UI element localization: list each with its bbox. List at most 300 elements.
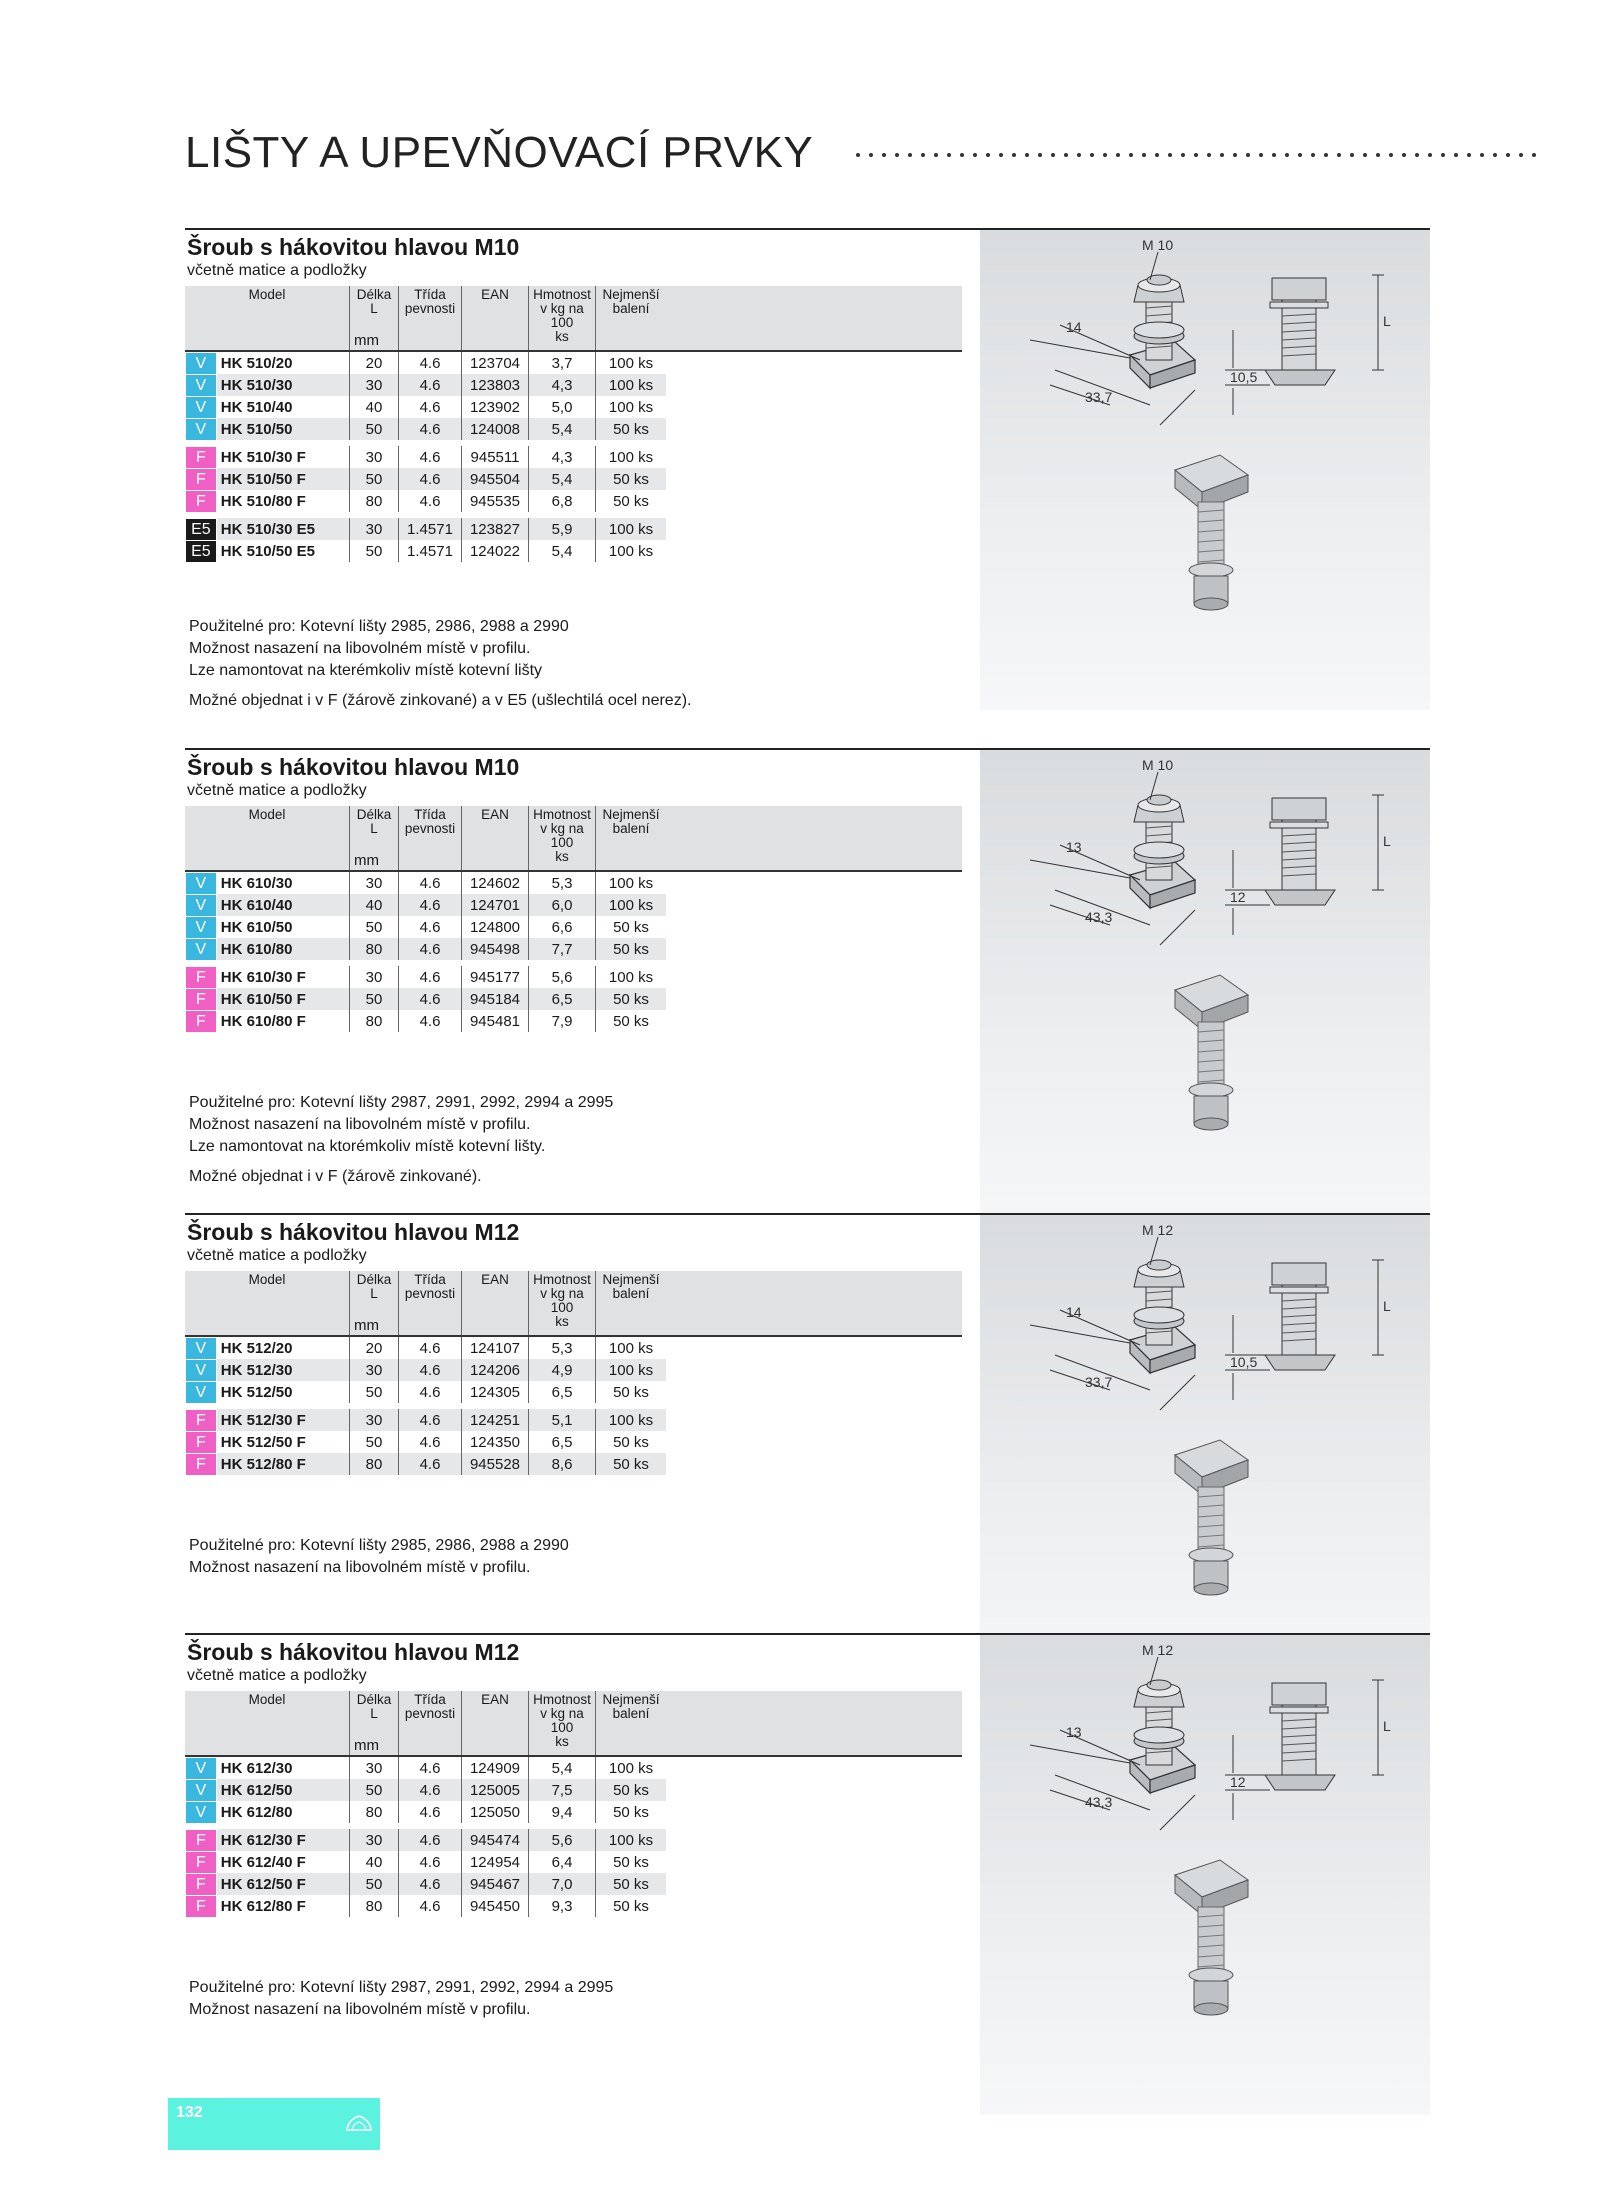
finish-badge: V xyxy=(185,1801,217,1823)
dim-thread-label: M 12 xyxy=(1142,1642,1174,1658)
pack-cell: 50 ks xyxy=(596,1801,667,1823)
length-cell: 80 xyxy=(350,1010,399,1032)
class-cell: 4.6 xyxy=(399,1851,462,1873)
model-cell: HK 610/50 xyxy=(220,918,293,936)
finish-badge: F xyxy=(185,1453,217,1475)
section-title: Šroub s hákovitou hlavou M10 xyxy=(187,234,520,260)
dim-L-label: L xyxy=(1383,833,1391,849)
table-row xyxy=(185,1895,962,1917)
weight-cell: 4,3 xyxy=(529,446,596,468)
finish-badge: F xyxy=(185,988,217,1010)
finish-badge: V xyxy=(185,938,217,960)
pack-cell: 50 ks xyxy=(596,1779,667,1801)
pack-cell: 50 ks xyxy=(596,1851,667,1873)
pack-cell: 100 ks xyxy=(596,518,667,540)
pack-cell: 100 ks xyxy=(596,966,667,988)
class-cell: 4.6 xyxy=(399,1010,462,1032)
bolt-3d-render xyxy=(1175,975,1248,1130)
ean-cell: 124022 xyxy=(462,540,529,562)
weight-cell: 7,7 xyxy=(529,938,596,960)
table-header xyxy=(185,806,962,871)
model-cell: HK 612/50 F xyxy=(217,1873,350,1895)
note-line: Použitelné pro: Kotevní lišty 2987, 2991, 2992, 2994 a 2995 xyxy=(189,1979,614,1996)
finish-badge: F xyxy=(185,1851,217,1873)
header-model: Model xyxy=(185,286,350,351)
pack-cell: 100 ks xyxy=(596,894,667,916)
pack-cell: 100 ks xyxy=(596,1409,667,1431)
weight-cell: 4,9 xyxy=(529,1359,596,1381)
spec-table xyxy=(185,1691,962,1917)
ean-cell: 123827 xyxy=(462,518,529,540)
model-cell: HK 612/80 F xyxy=(220,1897,306,1915)
length-cell: 50 xyxy=(350,540,399,562)
ean-cell: 124800 xyxy=(462,916,529,938)
length-cell: 50 xyxy=(350,418,399,440)
model-cell: HK 612/30 xyxy=(220,1759,293,1777)
table-header xyxy=(185,286,962,351)
note-line: Lze namontovat na ktorémkoliv místě kotevní lišty. xyxy=(189,1138,546,1155)
dim-head-label: 12 xyxy=(1230,889,1246,905)
pack-cell: 100 ks xyxy=(596,396,667,418)
dim-head-label: 12 xyxy=(1230,1774,1246,1790)
length-cell: 30 xyxy=(350,518,399,540)
product-image-panel xyxy=(980,1635,1430,2115)
table-row xyxy=(185,1801,962,1823)
model-cell: HK 510/40 xyxy=(220,398,293,416)
class-cell: 4.6 xyxy=(399,1873,462,1895)
note-line: Lze namontovat na kterémkoliv místě kotevní lišty xyxy=(189,662,543,679)
class-cell: 4.6 xyxy=(399,1756,462,1779)
class-cell: 4.6 xyxy=(399,966,462,988)
table-row xyxy=(185,518,962,540)
table-row xyxy=(185,1829,962,1851)
dim-length-label: 33,7 xyxy=(1085,1374,1113,1390)
dim-thread-label: M 10 xyxy=(1142,757,1174,773)
weight-cell: 7,0 xyxy=(529,1873,596,1895)
table-row xyxy=(185,988,962,1010)
finish-badge: V xyxy=(185,1336,217,1359)
header-length: Délka L mm xyxy=(350,286,399,351)
length-cell: 50 xyxy=(350,1873,399,1895)
ean-cell: 945481 xyxy=(462,1010,529,1032)
product-image-panel xyxy=(980,1215,1430,1695)
ean-cell: 945504 xyxy=(462,468,529,490)
table-row xyxy=(185,540,962,562)
class-cell: 4.6 xyxy=(399,1829,462,1851)
finish-badge: V xyxy=(185,1756,217,1779)
class-cell: 4.6 xyxy=(399,1779,462,1801)
pack-cell: 50 ks xyxy=(596,1873,667,1895)
bolt-3d-render xyxy=(1175,1440,1248,1595)
model-cell: HK 510/50 xyxy=(217,418,350,440)
bolt-technical-drawing xyxy=(980,230,1430,710)
ean-cell: 945450 xyxy=(462,1895,529,1917)
length-cell: 20 xyxy=(350,351,399,374)
pack-cell: 100 ks xyxy=(596,1829,667,1851)
header-ean: EAN xyxy=(462,286,529,351)
class-cell: 4.6 xyxy=(399,1895,462,1917)
model-cell: HK 512/20 xyxy=(220,1339,293,1357)
class-cell: 4.6 xyxy=(399,396,462,418)
model-cell: HK 612/50 xyxy=(217,1779,350,1801)
weight-cell: 6,6 xyxy=(529,916,596,938)
class-cell: 4.6 xyxy=(399,351,462,374)
class-cell: 4.6 xyxy=(399,1359,462,1381)
table-row xyxy=(185,1381,962,1403)
table-row xyxy=(185,1453,962,1475)
table-row xyxy=(185,490,962,512)
length-cell: 20 xyxy=(350,1336,399,1359)
table-row xyxy=(185,374,962,396)
dim-L-label: L xyxy=(1383,1298,1391,1314)
model-cell: HK 510/30 E5 xyxy=(217,518,350,540)
finish-badge: V xyxy=(185,351,217,374)
model-cell: HK 512/50 F xyxy=(220,1433,306,1451)
bolt-isometric-view xyxy=(1130,795,1195,908)
dim-thread-label: M 12 xyxy=(1142,1222,1174,1238)
finish-badge: V xyxy=(185,1359,217,1381)
pack-cell: 100 ks xyxy=(596,1359,667,1381)
ean-cell: 124008 xyxy=(462,418,529,440)
model-cell: HK 510/30 xyxy=(217,374,350,396)
section-notes xyxy=(189,1535,569,1579)
table-row xyxy=(185,351,962,374)
dim-L-label: L xyxy=(1383,313,1391,329)
length-cell: 50 xyxy=(350,1779,399,1801)
header-ean: EAN xyxy=(462,1271,529,1336)
bolt-3d-render xyxy=(1175,455,1248,610)
finish-badge: V xyxy=(185,1381,217,1403)
model-cell: HK 510/50 F xyxy=(217,468,350,490)
class-cell: 4.6 xyxy=(399,1801,462,1823)
model-cell: HK 510/20 xyxy=(220,354,293,372)
bolt-technical-drawing xyxy=(980,750,1430,1230)
ean-cell: 123803 xyxy=(462,374,529,396)
pack-cell: 100 ks xyxy=(596,351,667,374)
dim-L-label: L xyxy=(1383,1718,1391,1734)
pack-cell: 50 ks xyxy=(596,490,667,512)
table-header xyxy=(185,1271,962,1336)
ean-cell: 945474 xyxy=(462,1829,529,1851)
header-weight: Hmotnost v kg na 100 ks xyxy=(529,286,596,351)
class-cell: 4.6 xyxy=(399,1336,462,1359)
table-header xyxy=(185,1691,962,1756)
weight-cell: 6,4 xyxy=(529,1851,596,1873)
finish-badge: V xyxy=(185,871,217,894)
length-cell: 50 xyxy=(350,1381,399,1403)
bolt-side-view xyxy=(1265,278,1335,385)
finish-badge: V xyxy=(185,418,217,440)
spec-table xyxy=(185,286,962,562)
pack-cell: 50 ks xyxy=(596,916,667,938)
section-notes xyxy=(189,1977,613,2021)
table-row xyxy=(185,916,962,938)
finish-badge: V xyxy=(185,396,217,418)
class-cell: 4.6 xyxy=(399,1381,462,1403)
finish-badge: F xyxy=(185,1895,217,1917)
table-row xyxy=(185,1431,962,1453)
ean-cell: 124305 xyxy=(462,1381,529,1403)
header-filler xyxy=(666,1691,962,1756)
class-cell: 4.6 xyxy=(399,490,462,512)
header-length: Délka L mm xyxy=(350,806,399,871)
model-cell: HK 512/50 xyxy=(220,1383,293,1401)
length-cell: 30 xyxy=(350,374,399,396)
section-title: Šroub s hákovitou hlavou M10 xyxy=(187,754,520,780)
class-cell: 4.6 xyxy=(399,894,462,916)
note-line: Použitelné pro: Kotevní lišty 2985, 2986, 2988 a 2990 xyxy=(189,618,569,635)
model-cell: HK 512/30 xyxy=(217,1359,350,1381)
header-weight: Hmotnost v kg na 100 ks xyxy=(529,806,596,871)
product-image-panel xyxy=(980,230,1430,710)
class-cell: 4.6 xyxy=(399,468,462,490)
section-notes xyxy=(189,1092,613,1188)
length-cell: 80 xyxy=(350,1453,399,1475)
ean-cell: 124350 xyxy=(462,1431,529,1453)
class-cell: 4.6 xyxy=(399,1453,462,1475)
weight-cell: 6,0 xyxy=(529,894,596,916)
table-row xyxy=(185,966,962,988)
title-dotted-leader xyxy=(855,152,1545,158)
ean-cell: 945184 xyxy=(462,988,529,1010)
header-pack: Nejmenší balení xyxy=(596,806,667,871)
finish-badge: E5 xyxy=(185,518,217,540)
section-subtitle: včetně matice a podložky xyxy=(187,1247,367,1264)
section-subtitle: včetně matice a podložky xyxy=(187,782,367,799)
dim-thread-label: M 10 xyxy=(1142,237,1174,253)
model-cell: HK 612/80 xyxy=(220,1803,293,1821)
ean-cell: 125005 xyxy=(462,1779,529,1801)
class-cell: 4.6 xyxy=(399,1431,462,1453)
table-row xyxy=(185,1756,962,1779)
table-row xyxy=(185,446,962,468)
header-model: Model xyxy=(185,1691,350,1756)
weight-cell: 5,3 xyxy=(529,1336,596,1359)
header-filler xyxy=(666,1271,962,1336)
ean-cell: 124206 xyxy=(462,1359,529,1381)
note-line: Možnost nasazení na libovolném místě v profilu. xyxy=(189,1116,531,1133)
section-title: Šroub s hákovitou hlavou M12 xyxy=(187,1639,520,1665)
weight-cell: 7,5 xyxy=(529,1779,596,1801)
dim-length-label: 43,3 xyxy=(1085,1794,1113,1810)
ean-cell: 945535 xyxy=(462,490,529,512)
header-pack: Nejmenší balení xyxy=(596,286,667,351)
bolt-isometric-view xyxy=(1130,1680,1195,1793)
note-line: Možné objednat i v F (žárově zinkované) a v E5 (ušlechtilá ocel nerez). xyxy=(189,692,692,709)
section-title: Šroub s hákovitou hlavou M12 xyxy=(187,1219,520,1245)
pack-cell: 50 ks xyxy=(596,938,667,960)
ean-cell: 945177 xyxy=(462,966,529,988)
model-cell: HK 610/50 F xyxy=(217,988,350,1010)
ean-cell: 124701 xyxy=(462,894,529,916)
weight-cell: 5,4 xyxy=(529,1756,596,1779)
table-row xyxy=(185,1409,962,1431)
model-cell: HK 610/30 xyxy=(220,874,293,892)
finish-badge: V xyxy=(185,894,217,916)
finish-badge: F xyxy=(185,1010,217,1032)
dim-width-label: 13 xyxy=(1066,839,1082,855)
table-row xyxy=(185,468,962,490)
section-notes xyxy=(189,616,691,712)
ean-cell: 124909 xyxy=(462,1756,529,1779)
bolt-side-view xyxy=(1265,1263,1335,1370)
bolt-side-view xyxy=(1265,1683,1335,1790)
class-cell: 4.6 xyxy=(399,374,462,396)
model-cell: HK 512/80 F xyxy=(217,1453,350,1475)
ean-cell: 124251 xyxy=(462,1409,529,1431)
ean-cell: 123902 xyxy=(462,396,529,418)
weight-cell: 3,7 xyxy=(529,351,596,374)
ean-cell: 123704 xyxy=(462,351,529,374)
finish-badge: F xyxy=(185,490,217,512)
pack-cell: 50 ks xyxy=(596,1453,667,1475)
ean-cell: 124954 xyxy=(462,1851,529,1873)
model-cell: HK 510/80 F xyxy=(220,492,306,510)
header-filler xyxy=(666,806,962,871)
length-cell: 30 xyxy=(350,1756,399,1779)
weight-cell: 5,0 xyxy=(529,396,596,418)
finish-badge: E5 xyxy=(185,540,217,562)
finish-badge: F xyxy=(185,468,217,490)
pack-cell: 50 ks xyxy=(596,1431,667,1453)
pack-cell: 100 ks xyxy=(596,540,667,562)
weight-cell: 4,3 xyxy=(529,374,596,396)
ean-cell: 124602 xyxy=(462,871,529,894)
ean-cell: 945528 xyxy=(462,1453,529,1475)
bolt-side-view xyxy=(1265,798,1335,905)
ean-cell: 945498 xyxy=(462,938,529,960)
pack-cell: 100 ks xyxy=(596,374,667,396)
weight-cell: 6,5 xyxy=(529,1381,596,1403)
dim-head-label: 10,5 xyxy=(1230,369,1258,385)
model-cell: HK 610/40 xyxy=(217,894,350,916)
header-class: Třída pevnosti xyxy=(399,1691,462,1756)
weight-cell: 5,4 xyxy=(529,418,596,440)
finish-badge: F xyxy=(185,1873,217,1895)
length-cell: 50 xyxy=(350,468,399,490)
dim-width-label: 14 xyxy=(1066,319,1082,335)
header-class: Třída pevnosti xyxy=(399,806,462,871)
model-cell: HK 512/30 F xyxy=(217,1409,350,1431)
model-cell: HK 612/40 F xyxy=(220,1853,306,1871)
dim-width-label: 14 xyxy=(1066,1304,1082,1320)
table-row xyxy=(185,938,962,960)
length-cell: 50 xyxy=(350,988,399,1010)
length-cell: 80 xyxy=(350,1895,399,1917)
weight-cell: 6,5 xyxy=(529,1431,596,1453)
spec-table xyxy=(185,806,962,1032)
spec-table xyxy=(185,1271,962,1475)
class-cell: 1.4571 xyxy=(399,518,462,540)
bolt-logo-icon xyxy=(344,2112,374,2136)
note-line: Možnost nasazení na libovolném místě v profilu. xyxy=(189,2001,531,2018)
weight-cell: 9,3 xyxy=(529,1895,596,1917)
length-cell: 80 xyxy=(350,490,399,512)
model-cell: HK 510/50 E5 xyxy=(220,542,315,560)
bolt-isometric-view xyxy=(1130,1260,1195,1373)
header-model: Model xyxy=(185,806,350,871)
class-cell: 4.6 xyxy=(399,418,462,440)
weight-cell: 5,4 xyxy=(529,468,596,490)
note-line: Možnost nasazení na libovolném místě v profilu. xyxy=(189,640,531,657)
length-cell: 40 xyxy=(350,894,399,916)
length-cell: 30 xyxy=(350,1829,399,1851)
ean-cell: 125050 xyxy=(462,1801,529,1823)
class-cell: 1.4571 xyxy=(399,540,462,562)
table-row xyxy=(185,1873,962,1895)
ean-cell: 945511 xyxy=(462,446,529,468)
dim-width-label: 13 xyxy=(1066,1724,1082,1740)
table-row xyxy=(185,1359,962,1381)
table-row xyxy=(185,1851,962,1873)
table-row xyxy=(185,418,962,440)
weight-cell: 8,6 xyxy=(529,1453,596,1475)
section-subtitle: včetně matice a podložky xyxy=(187,1667,367,1684)
header-length: Délka L mm xyxy=(350,1271,399,1336)
model-cell: HK 510/30 F xyxy=(220,448,306,466)
length-cell: 30 xyxy=(350,966,399,988)
length-cell: 40 xyxy=(350,1851,399,1873)
pack-cell: 100 ks xyxy=(596,446,667,468)
length-cell: 40 xyxy=(350,396,399,418)
page-number: 132 xyxy=(176,2104,203,2121)
header-ean: EAN xyxy=(462,1691,529,1756)
length-cell: 30 xyxy=(350,446,399,468)
length-cell: 50 xyxy=(350,916,399,938)
pack-cell: 50 ks xyxy=(596,988,667,1010)
header-ean: EAN xyxy=(462,806,529,871)
length-cell: 80 xyxy=(350,938,399,960)
class-cell: 4.6 xyxy=(399,1409,462,1431)
weight-cell: 6,5 xyxy=(529,988,596,1010)
weight-cell: 9,4 xyxy=(529,1801,596,1823)
table-row xyxy=(185,894,962,916)
finish-badge: V xyxy=(185,1779,217,1801)
weight-cell: 5,6 xyxy=(529,966,596,988)
note-line: Použitelné pro: Kotevní lišty 2985, 2986, 2988 a 2990 xyxy=(189,1537,569,1554)
pack-cell: 50 ks xyxy=(596,1895,667,1917)
weight-cell: 7,9 xyxy=(529,1010,596,1032)
table-row xyxy=(185,1336,962,1359)
pack-cell: 50 ks xyxy=(596,468,667,490)
note-line: Možnost nasazení na libovolném místě v profilu. xyxy=(189,1559,531,1576)
length-cell: 80 xyxy=(350,1801,399,1823)
page-number-tab xyxy=(168,2098,380,2150)
dim-length-label: 33,7 xyxy=(1085,389,1113,405)
class-cell: 4.6 xyxy=(399,938,462,960)
finish-badge: F xyxy=(185,1431,217,1453)
length-cell: 50 xyxy=(350,1431,399,1453)
ean-cell: 945467 xyxy=(462,1873,529,1895)
note-line: Použitelné pro: Kotevní lišty 2987, 2991, 2992, 2994 a 2995 xyxy=(189,1094,614,1111)
weight-cell: 5,4 xyxy=(529,540,596,562)
header-weight: Hmotnost v kg na 100 ks xyxy=(529,1691,596,1756)
note-line: Možné objednat i v F (žárově zinkované). xyxy=(189,1168,482,1185)
weight-cell: 5,1 xyxy=(529,1409,596,1431)
bolt-technical-drawing xyxy=(980,1635,1430,2115)
pack-cell: 100 ks xyxy=(596,1756,667,1779)
header-model: Model xyxy=(185,1271,350,1336)
weight-cell: 5,9 xyxy=(529,518,596,540)
dim-head-label: 10,5 xyxy=(1230,1354,1258,1370)
weight-cell: 5,6 xyxy=(529,1829,596,1851)
finish-badge: F xyxy=(185,1829,217,1851)
class-cell: 4.6 xyxy=(399,988,462,1010)
model-cell: HK 610/80 F xyxy=(220,1012,306,1030)
header-pack: Nejmenší balení xyxy=(596,1691,667,1756)
header-weight: Hmotnost v kg na 100 ks xyxy=(529,1271,596,1336)
table-row xyxy=(185,1779,962,1801)
